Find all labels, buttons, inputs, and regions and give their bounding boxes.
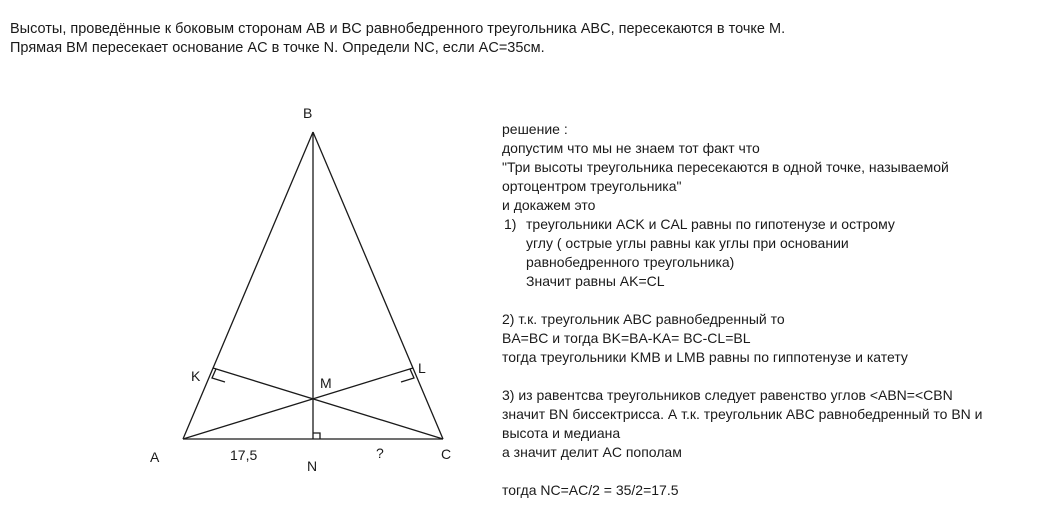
solution-text [502, 120, 1042, 500]
solution-intro-3: ортоцентром треугольника" [502, 178, 682, 194]
label-a: A [150, 449, 160, 465]
label-c: C [441, 446, 452, 462]
right-angle-mark-n [313, 433, 320, 439]
step-2-line-1: 2) т.к. треугольник ABC равнобедренный то [502, 311, 785, 327]
step-3-line-4: а значит делит AC пополам [502, 444, 682, 460]
solution-intro-4: и докажем это [502, 197, 596, 213]
label-l: L [418, 360, 426, 376]
step-3-line-2: значит BN биссектрисса. А т.к. треугольник ABC равнобедренный то BN и [502, 406, 983, 422]
label-b: B [303, 105, 313, 121]
step-3-line-3: высота и медиана [502, 425, 621, 441]
solution-step-1 [502, 215, 1042, 291]
step-1-line-2: углу ( острые углы равны как углы при основании [526, 235, 849, 251]
segment-an-length: 17,5 [230, 447, 258, 463]
step-1-line-3: равнобедренного треугольника) [526, 254, 735, 270]
step-1-number: 1) [504, 216, 517, 232]
step-2-line-2: BA=BC и тогда BK=BA-KA= BC-CL=BL [502, 330, 751, 346]
step-1-line-4: Значит равны AK=CL [526, 273, 665, 289]
step-2-line-3: тогда треугольники KMB и LMB равны по гиппотенузе и катету [502, 349, 908, 365]
step-3-line-1: 3) из равентсва треугольников следует равенство углов <ABN=<CBN [502, 387, 953, 403]
triangle-diagram [0, 0, 500, 529]
label-n: N [307, 458, 318, 474]
segment-nc-length: ? [376, 445, 384, 461]
step-1-line-1: треугольники ACK и CAL равны по гипотенузе и острому [526, 216, 895, 232]
solution-intro-1: допустим что мы не знаем тот факт что [502, 140, 760, 156]
label-m: M [320, 375, 332, 391]
solution-header: решение : [502, 121, 568, 137]
label-k: K [191, 368, 201, 384]
solution-intro-2: "Три высоты треугольника пересекаются в одной точке, называемой [502, 159, 949, 175]
solution-conclusion: тогда NC=AC/2 = 35/2=17.5 [502, 482, 679, 498]
altitude-al [183, 368, 413, 439]
problem-line-1: Высоты, проведённые к боковым сторонам AB и BC равнобедренного треугольника ABC, пересекаются в точке M. [10, 21, 786, 37]
problem-line-2: Прямая BM пересекает основание AC в точке N. Определи NC, если AC=35см. [10, 40, 545, 56]
